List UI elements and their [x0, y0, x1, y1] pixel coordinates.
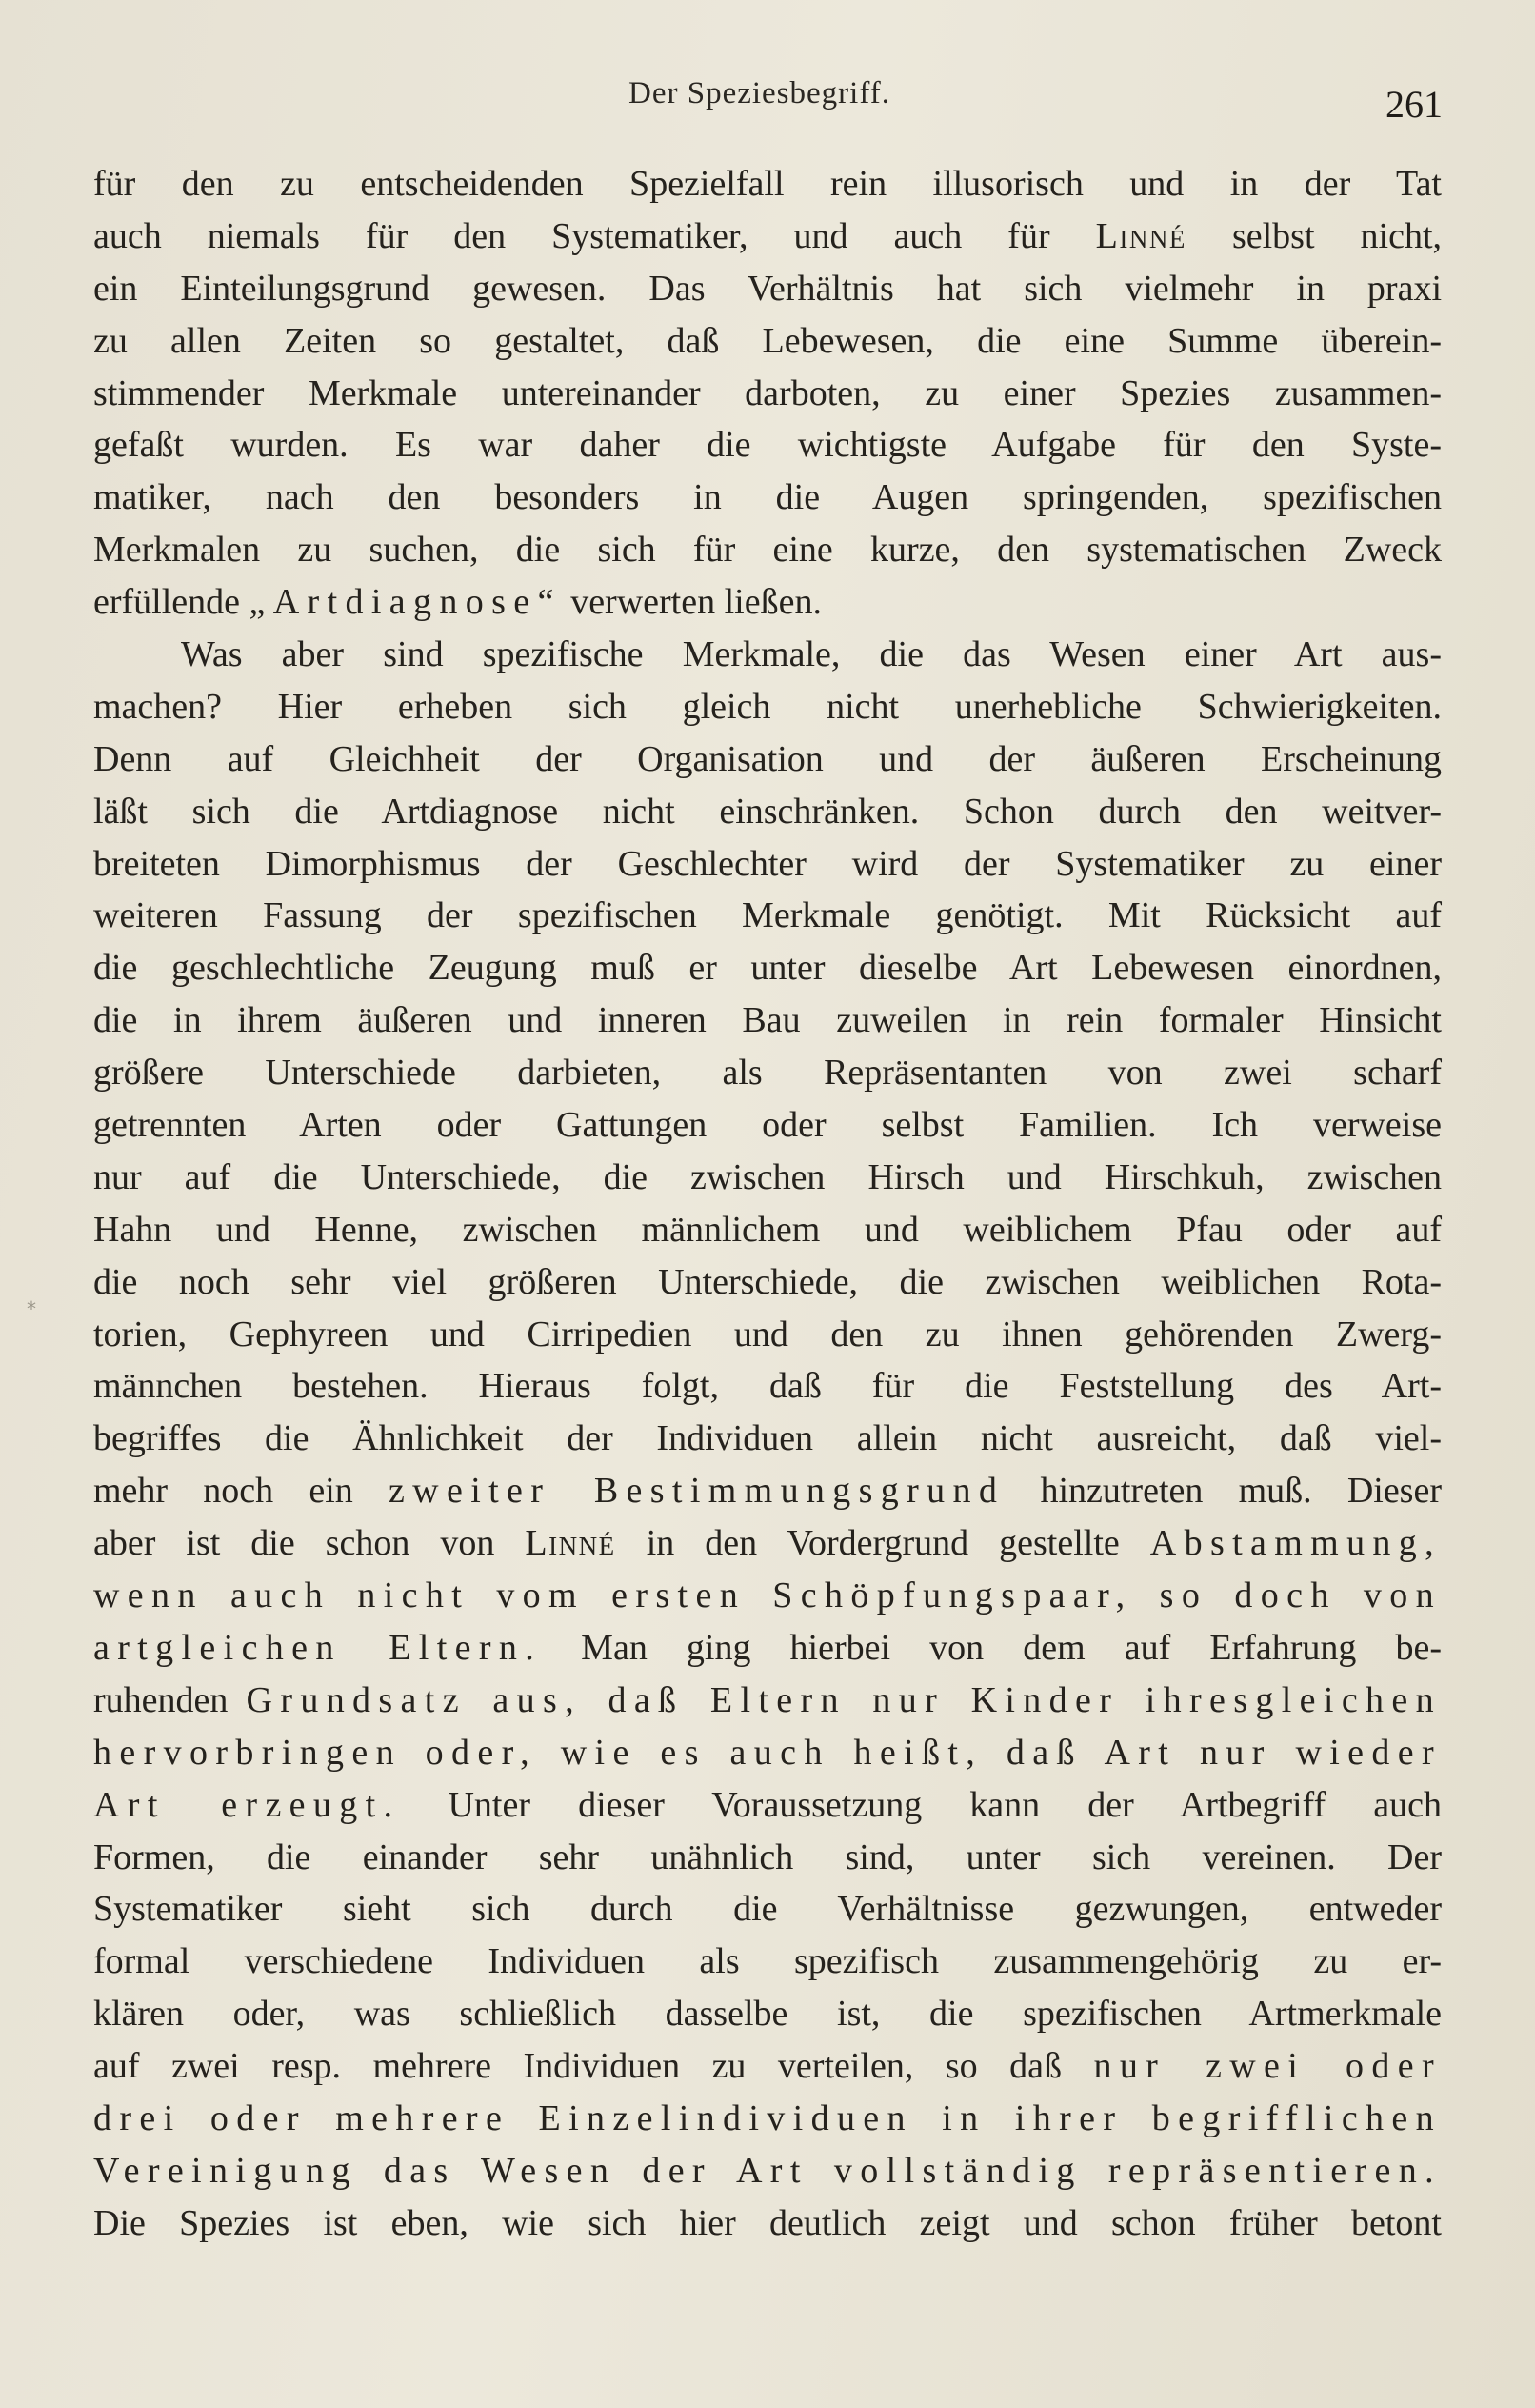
- author-name: Linné: [1095, 215, 1186, 256]
- text-line: Denn auf Gleichheit der Organisation und der äußeren Erscheinung: [93, 738, 1442, 779]
- text-line: auf zwei resp. mehrere Individuen zu verteilen, so daß nur zwei oder: [93, 2046, 1443, 2087]
- text-line: Formen, die einander sehr unähnlich sind, unter sich vereinen. Der: [93, 1836, 1442, 1877]
- emphasis: nur zwei oder: [1093, 2046, 1443, 2087]
- text-line: nur auf die Unterschiede, die zwischen Hirsch und Hirschkuh, zwischen: [93, 1156, 1442, 1197]
- text-line: die in ihrem äußeren und inneren Bau zuweilen in rein formaler Hinsicht: [93, 1000, 1442, 1041]
- text-line: ruhenden Grundsatz aus, daß Eltern nur Kinder ihresgleichen: [93, 1679, 1442, 1720]
- text-line: stimmender Merkmale untereinander darboten, zu einer Spezies zusammen-: [93, 372, 1442, 413]
- page-number: 261: [1385, 83, 1443, 126]
- text-line: zu allen Zeiten so gestaltet, daß Lebewesen, die eine Summe überein-: [93, 320, 1442, 361]
- text-line: Die Spezies ist eben, wie sich hier deutlich zeigt und schon früher betont: [93, 2202, 1442, 2243]
- text-line: artgleichen Eltern. Man ging hierbei von dem auf Erfahrung be-: [93, 1627, 1442, 1668]
- emphasis: artgleichen Eltern.: [93, 1627, 543, 1668]
- text-line: hervorbringen oder, wie es auch heißt, daß Art nur wieder: [93, 1732, 1442, 1773]
- body-text: [93, 158, 1442, 2250]
- text-line: Hahn und Henne, zwischen männlichem und weiblichem Pfau oder auf: [93, 1209, 1442, 1250]
- text-line: Art erzeugt. Unter dieser Voraussetzung kann der Artbegriff auch: [93, 1784, 1442, 1825]
- emphasis: Grundsatz aus, daß Eltern nur Kinder ihresgleichen: [246, 1679, 1442, 1720]
- text-line: Merkmalen zu suchen, die sich für eine kurze, den systematischen Zweck: [93, 530, 1442, 571]
- running-header: [0, 70, 1535, 128]
- text-line: klären oder, was schließlich dasselbe ist, die spezifischen Artmerkmale: [93, 1994, 1442, 2035]
- text-line: ein Einteilungsgrund gewesen. Das Verhältnis hat sich vielmehr in praxi: [93, 268, 1442, 309]
- emphasis: „Artdiagnose“: [249, 582, 562, 623]
- text-line: Vereinigung das Wesen der Art vollständig repräsentieren.: [93, 2150, 1442, 2191]
- text-line: formal verschiedene Individuen als spezifisch zusammengehörig zu er-: [93, 1941, 1442, 1982]
- running-title: Der Speziesbegriff.: [628, 76, 890, 110]
- text-line: erfüllende „Artdiagnose“ verwerten ließen.: [93, 582, 822, 623]
- text-line: gefaßt wurden. Es war daher die wichtigste Aufgabe für den Syste-: [93, 425, 1442, 466]
- text-line: drei oder mehrere Einzelindividuen in ihrer begrifflichen: [93, 2097, 1442, 2138]
- text-line: breiteten Dimorphismus der Geschlechter wird der Systematiker zu einer: [93, 843, 1442, 884]
- text-line: aber ist die schon von Linné in den Vordergrund gestellte Abstammung,: [93, 1523, 1443, 1564]
- emphasis: Art erzeugt.: [93, 1784, 401, 1825]
- text-line: torien, Gephyreen und Cirripedien und den zu ihnen gehörenden Zwerg-: [93, 1314, 1442, 1354]
- text-line: Systematiker sieht sich durch die Verhältnisse gezwungen, entweder: [93, 1889, 1442, 1930]
- text-line: männchen bestehen. Hieraus folgt, daß für die Feststellung des Art-: [93, 1366, 1442, 1407]
- emphasis: zweiter Bestimmungsgrund: [388, 1471, 1006, 1512]
- author-name: Linné: [525, 1523, 616, 1564]
- text-line: größere Unterschiede darbieten, als Repräsentanten von zwei scharf: [93, 1053, 1442, 1094]
- text-line: Was aber sind spezifische Merkmale, die das Wesen einer Art aus-: [181, 634, 1442, 675]
- text-line: für den zu entscheidenden Spezielfall rein illusorisch und in der Tat: [93, 164, 1442, 204]
- emphasis: Abstammung,: [1149, 1523, 1443, 1564]
- text-line: getrennten Arten oder Gattungen oder selbst Familien. Ich verweise: [93, 1105, 1442, 1146]
- text-line: läßt sich die Artdiagnose nicht einschränken. Schon durch den weitver-: [93, 791, 1442, 832]
- text-line: begriffes die Ähnlichkeit der Individuen allein nicht ausreicht, daß viel-: [93, 1418, 1442, 1459]
- text-line: wenn auch nicht vom ersten Schöpfungspaar, so doch von: [93, 1575, 1442, 1616]
- text-line: die noch sehr viel größeren Unterschiede, die zwischen weiblichen Rota-: [93, 1261, 1442, 1302]
- text-line: weiteren Fassung der spezifischen Merkmale genötigt. Mit Rücksicht auf: [93, 895, 1442, 936]
- margin-mark: *: [27, 1297, 36, 1320]
- text-line: auch niemals für den Systematiker, und auch für Linné selbst nicht,: [93, 215, 1443, 256]
- text-line: mehr noch ein zweiter Bestimmungsgrund hinzutreten muß. Dieser: [93, 1471, 1442, 1512]
- text-line: machen? Hier erheben sich gleich nicht unerhebliche Schwierigkeiten.: [93, 686, 1442, 727]
- text-line: matiker, nach den besonders in die Augen springenden, spezifischen: [93, 477, 1442, 518]
- text-line: die geschlechtliche Zeugung muß er unter dieselbe Art Lebewesen einordnen,: [93, 948, 1442, 989]
